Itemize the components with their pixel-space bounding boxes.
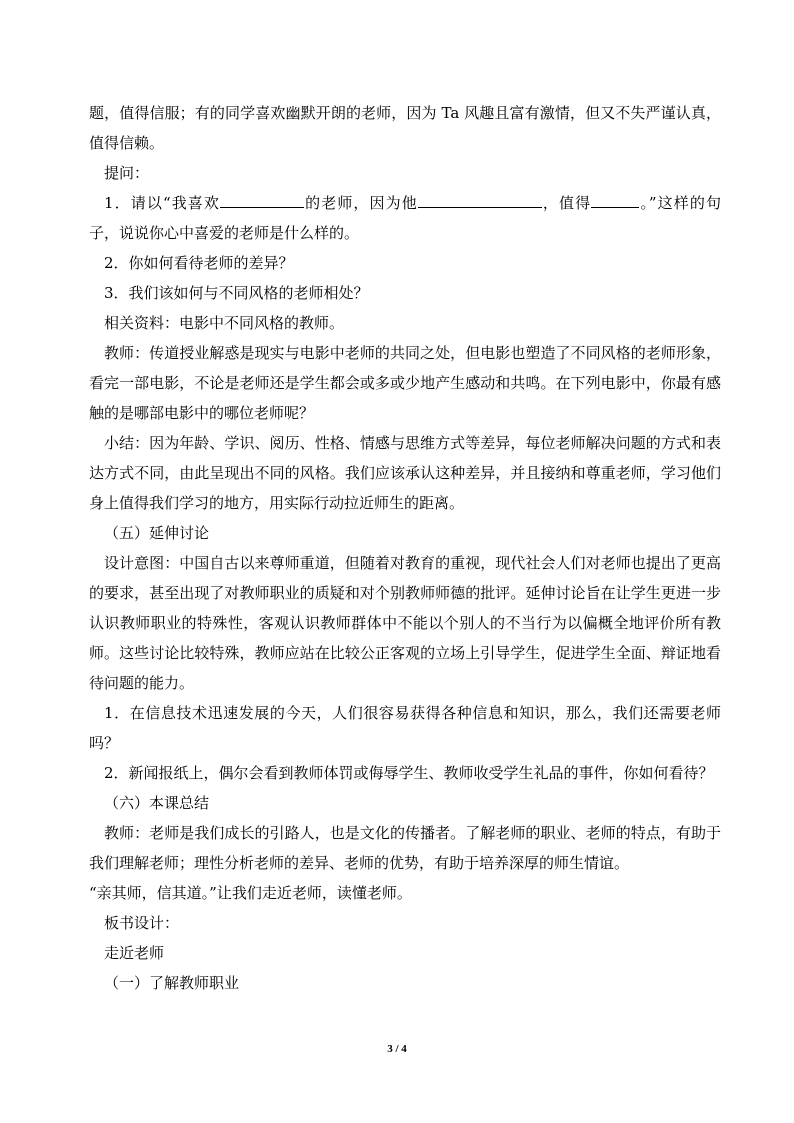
paragraph-discussion-1: 1．在信息技术迅速发展的今天，人们很容易获得各种信息和知识，那么，我们还需要老师吗？	[89, 704, 721, 752]
paragraph-discussion-2: 2．新闻报纸上，偶尔会看到教师体罚或侮辱学生、教师收受学生礼品的事件，你如何看待？	[104, 764, 714, 782]
paragraph-teacher-summary: 教师：老师是我们成长的引路人，也是文化的传播者。了解老师的职业、老师的特点，有助于我们理解老师；理性分析老师的差异、老师的优势，有助于培养深厚的师生情谊。	[89, 824, 721, 872]
section-heading-extended-discussion: （五）延伸讨论	[104, 524, 210, 542]
fill-blank-3	[591, 191, 639, 208]
paragraph-continuation: 题，值得信服；有的同学喜欢幽默开朗的老师，因为 Ta 风趣且富有激情，但又不失严谨认真，值得信赖。	[89, 104, 721, 152]
paragraph-fill-in-question	[89, 188, 721, 248]
paragraph-quote: “亲其师，信其道。”让我们走近老师，读懂老师。	[89, 884, 412, 902]
paragraph-board-design: 板书设计：	[104, 914, 180, 932]
fill-blank-1	[220, 191, 304, 208]
paragraph-teacher-movies: 教师：传道授业解惑是现实与电影中老师的共同之处，但电影也塑造了不同风格的老师形象，看完一部电影，不论是老师还是学生都会或多或少地产生感动和共鸣。在下列电影中，你最有感触的是哪部电影中的哪位老师呢？	[89, 344, 721, 422]
fill-blank-2	[418, 191, 542, 208]
paragraph-design-intent: 设计意图：中国自古以来尊师重道，但随着对教育的重视，现代社会人们对老师也提出了更高的要求，甚至出现了对教师职业的质疑和对个别教师师德的批评。延伸讨论旨在让学生更进一步认识教师职业的特殊性，客观认识教师群体中不能以个别人的不当行为以偏概全地评价所有教师。这些讨论比较特殊，教师应站在比较公正客观的立场上引导学生，促进学生全面、辩证地看待问题的能力。	[89, 554, 721, 692]
board-item-1: （一）了解教师职业	[104, 974, 240, 992]
paragraph-question-3: 3．我们该如何与不同风格的老师相处？	[104, 284, 369, 302]
page-number: 3 / 4	[387, 1043, 407, 1055]
paragraph-related-material: 相关资料：电影中不同风格的教师。	[104, 314, 345, 332]
question-text-part4: 。”这样的句子，说说你心中喜爱的老师是什么样的。	[89, 194, 721, 242]
section-heading-lesson-summary: （六）本课总结	[104, 794, 210, 812]
paragraph-question-label: 提问：	[104, 164, 150, 182]
question-text-part3: ，值得	[541, 194, 592, 212]
paragraph-summary: 小结：因为年龄、学识、阅历、性格、情感与思维方式等差异，每位老师解决问题的方式和表达方式不同，由此呈现出不同的风格。我们应该承认这种差异，并且接纳和尊重老师，学习他们身上值得我们学习的地方，用实际行动拉近师生的距离。	[89, 434, 721, 512]
board-title: 走近老师	[104, 944, 165, 962]
question-text-part2: 的老师，因为他	[304, 194, 418, 212]
question-text-part1: 1．请以“我喜欢	[104, 194, 221, 212]
document-body	[89, 98, 721, 998]
paragraph-question-2: 2．你如何看待老师的差异？	[104, 254, 294, 272]
